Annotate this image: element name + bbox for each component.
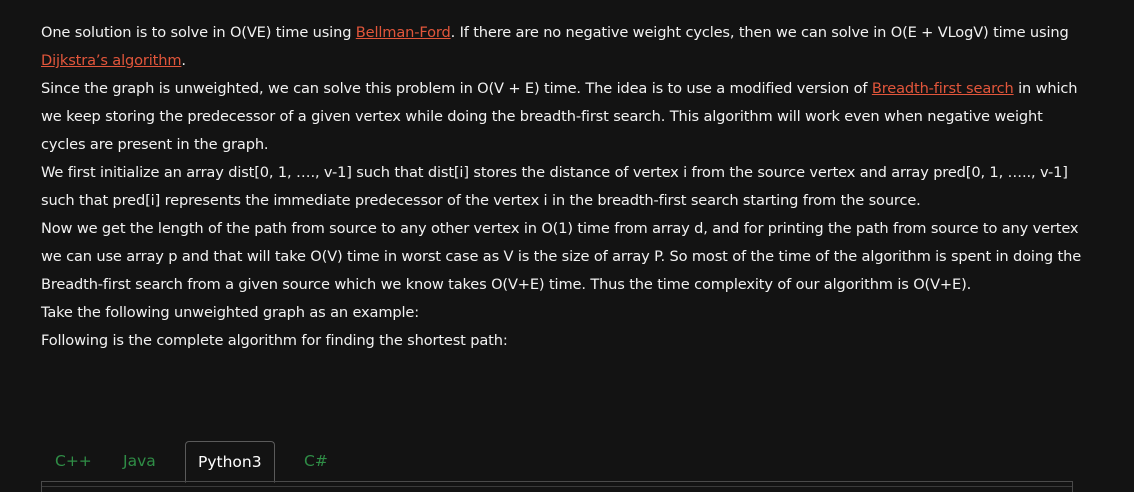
paragraph-bfs-idea [41, 75, 1091, 159]
article-content [41, 19, 1091, 355]
paragraph-arrays: We first initialize an array dist[0, 1, …., v-1] such that dist[i] stores the distance of vertex i from the source vertex and array pred[0, 1, ….., v-1] such that pred[i] represents the immediate predecessor of the vertex i in the breadth-first search starting from the source. [41, 164, 1068, 209]
text: in which we keep storing the predecessor of a given vertex while doing the breadth-first search. This algorithm will work even when negative weight cycles are present in the graph. [41, 80, 1078, 153]
text: One solution is to solve in O(VE) time using [41, 24, 356, 41]
text: . If there are no negative weight cycles, then we can solve in O(E + VLogV) time using [450, 24, 1069, 41]
bellman-ford-link[interactable]: Bellman-Ford [355, 24, 451, 41]
paragraph-algorithm: Following is the complete algorithm for finding the shortest path: [41, 332, 508, 349]
tab-cpp[interactable]: C++ [55, 452, 92, 470]
dijkstra-link[interactable]: Dijkstra’s algorithm [41, 52, 182, 69]
paragraph-time-complexity: Now we get the length of the path from source to any other vertex in O(1) time from array d, and for printing the path from source to any vertex we can use array p and that will take O(V) time in worst case as V is the size of array P. So most of the time of the algorithm is spent in doing the Breadth-first search from a given source which we know takes O(V+E) time. Thus the time complexity of our algorithm is O(V+E). [41, 220, 1082, 293]
tab-python3[interactable]: Python3 [185, 441, 275, 483]
tab-java[interactable]: Java [123, 452, 156, 470]
tab-csharp[interactable]: C# [304, 452, 328, 470]
paragraph-example: Take the following unweighted graph as an example: [41, 304, 420, 321]
paragraph-complexity-intro [41, 19, 1091, 75]
code-panel [41, 481, 1073, 492]
bfs-link[interactable]: Breadth-first search [871, 80, 1014, 97]
text: . [181, 52, 186, 69]
text: Since the graph is unweighted, we can solve this problem in O(V + E) time. The idea is to use a modified version of [41, 80, 872, 97]
